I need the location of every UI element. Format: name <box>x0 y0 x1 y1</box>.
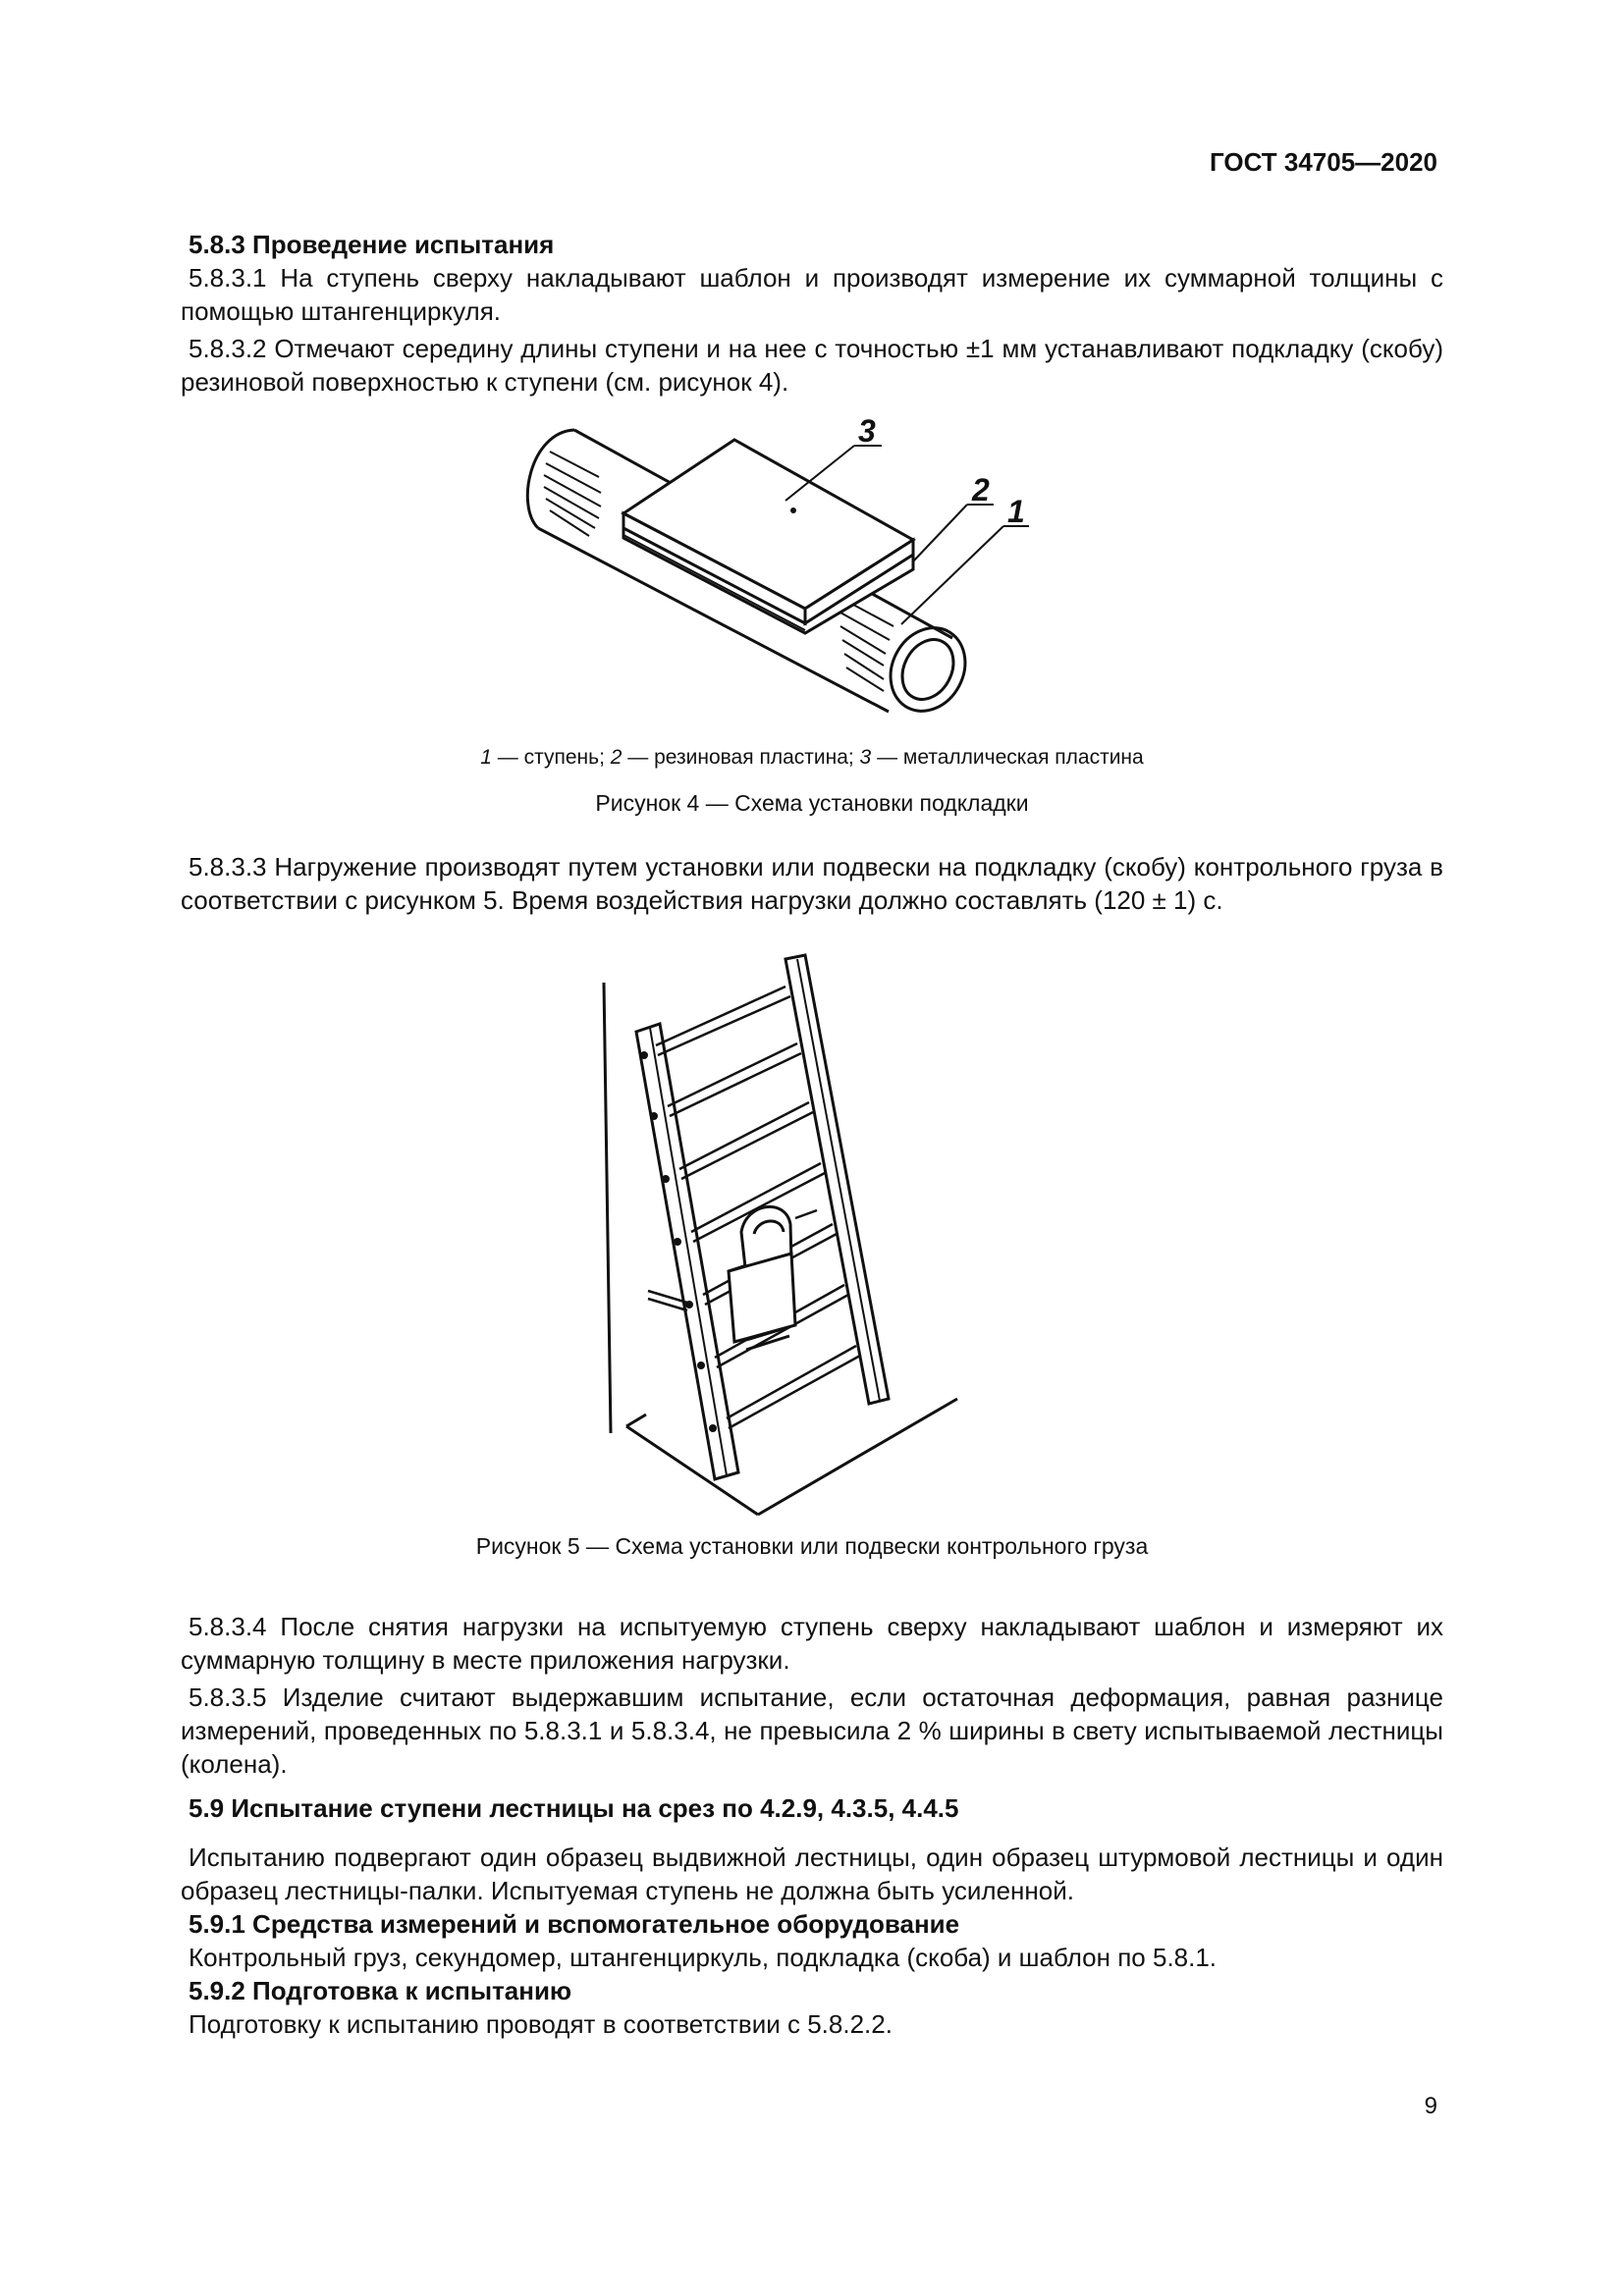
heading-5-9-1: 5.9.1 Средства измерений и вспомогательное оборудование <box>189 1909 960 1939</box>
section-5-8-3 <box>181 228 1443 399</box>
label-3: 3 <box>858 413 876 449</box>
ladder-right-rail <box>785 955 889 1404</box>
legend-text-3: — металлическая пластина <box>871 746 1144 769</box>
paragraph-5-9-1: Контрольный груз, секундомер, штангенциркуль, подкладка (скоба) и шаблон по 5.8.1. <box>189 1943 1218 1972</box>
paragraph-5-8-3-5: 5.8.3.5 Изделие считают выдержавшим испытание, если остаточная деформация, равная разнице измерений, проведенных по 5.8.3.1 и 5.8.3.4, не превысила 2 % ширины в свету испытываемой лестницы (колена). <box>181 1682 1443 1779</box>
section-5-8-3-3 <box>181 850 1443 917</box>
legend-text-2: — резиновая пластина; <box>622 746 860 769</box>
leader-1 <box>901 526 1003 624</box>
heading-5-8-3: 5.8.3 Проведение испытания <box>189 230 555 259</box>
step-tube-right-end <box>877 614 980 724</box>
page-number: 9 <box>1424 2093 1437 2119</box>
figure-4-drawing <box>0 412 1624 726</box>
legend-num-2: 2 <box>610 746 623 769</box>
section-5-8-3-4-5 <box>181 1610 1443 1781</box>
legend-num-1: 1 <box>480 746 492 769</box>
legend-num-3: 3 <box>859 746 872 769</box>
paragraph-5-9-2: Подготовку к испытанию проводят в соответствии с 5.8.2.2. <box>189 2009 893 2039</box>
floor-line-right <box>758 1399 957 1515</box>
figure-4 <box>0 412 1624 726</box>
legend-text-1: — ступень; <box>491 746 611 769</box>
heading-5-9: 5.9 Испытание ступени лестницы на срез по 4.2.9, 4.3.5, 4.4.5 <box>189 1793 959 1823</box>
heading-5-9-2: 5.9.2 Подготовка к испытанию <box>189 1976 572 2005</box>
wall-line <box>604 983 611 1433</box>
paragraph-5-8-3-1: 5.8.3.1 На ступень сверху накладывают шаблон и производят измерение их суммарной толщины с помощью штангенциркуля. <box>181 263 1443 326</box>
leader-2 <box>913 505 967 561</box>
figure-5-caption: Рисунок 5 — Схема установки или подвески контрольного груза <box>475 1533 1149 1559</box>
document-standard-id: ГОСТ 34705—2020 <box>1210 147 1437 177</box>
paragraph-5-8-3-4: 5.8.3.4 После снятия нагрузки на испытуемую ступень сверху накладывают шаблон и измеряют их суммарную толщину в месте приложения нагрузки. <box>181 1612 1443 1675</box>
label-1: 1 <box>1007 494 1025 529</box>
paragraph-5-9-intro: Испытанию подвергают один образец выдвижной лестницы, один образец штурмовой лестницы и один образец лестницы-палки. Испытуемая ступень не должна быть усиленной. <box>181 1842 1443 1905</box>
figure-5 <box>0 937 1624 1526</box>
figure-4-legend <box>0 746 1624 770</box>
paragraph-5-8-3-3: 5.8.3.3 Нагружение производят путем установки или подвески на подкладку (скобу) контрольного груза в соответствии с рисунком 5. Время воздействия нагрузки должно составлять (120 ± 1) с. <box>181 852 1443 915</box>
figure-5-drawing <box>0 937 1624 1526</box>
paragraph-5-8-3-2: 5.8.3.2 Отмечают середину длины ступени и на нее с точностью ±1 мм устанавливают подкладку (скобу) резиновой поверхностью к ступени (см. рисунок 4). <box>181 334 1443 397</box>
label-2: 2 <box>972 472 990 507</box>
section-5-9 <box>181 1791 1443 2041</box>
figure-4-caption: Рисунок 4 — Схема установки подкладки <box>595 790 1029 816</box>
